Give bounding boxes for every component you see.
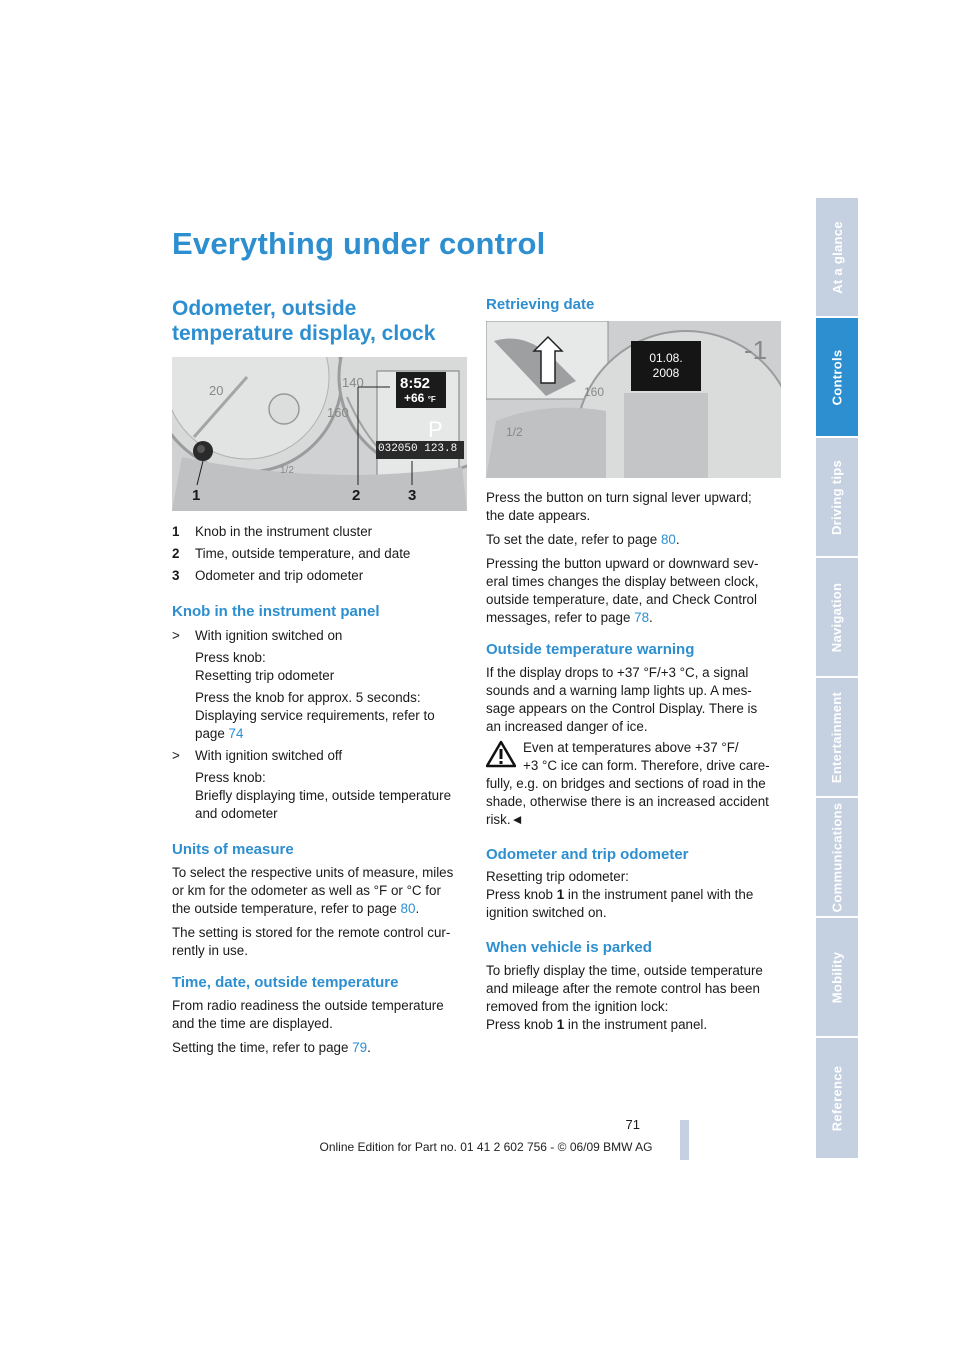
instrument-cluster-figure (172, 357, 467, 511)
date-display-figure (486, 321, 781, 478)
tab-mobility[interactable]: Mobility (816, 918, 858, 1038)
page-link-79[interactable]: 79 (352, 1040, 368, 1055)
page-link-80[interactable]: 80 (660, 532, 676, 547)
tab-communications[interactable]: Communications (816, 798, 858, 918)
section-title-line2: temperature display, clock (172, 322, 436, 345)
svg-text:1/2: 1/2 (506, 425, 523, 439)
display-temp-value: +66 (404, 391, 425, 405)
list-item: > With ignition switched on Press knob: Resetting trip odometer Press the knob for approx. 5 seconds: Displaying service requirements, refer to page 74 (172, 628, 435, 741)
date-text: Press the button on turn signal lever upward; the date appears. To set the date, refer to page 80. Pressing the button upward or downward sev- eral times changes the display between clock, outside temperature, date, and Check Control messages, refer to page 78. (486, 490, 759, 625)
warning-text: If the display drops to +37 °F/+3 °C, a signal sounds and a warning lamp lights up. A mes- sage appears on the Control Display. There is an increased danger of ice. (486, 665, 758, 734)
chapter-sidebar (816, 198, 858, 1160)
svg-text:140: 140 (342, 375, 364, 390)
figure-legend (172, 523, 472, 589)
date-heading: Retrieving date (486, 296, 595, 313)
trip-value: 123.8 (424, 443, 458, 455)
svg-text:1/2: 1/2 (280, 465, 294, 476)
svg-text:-1: -1 (744, 335, 768, 365)
page-link-80[interactable]: 80 (400, 901, 416, 916)
time-heading: Time, date, outside temperature (172, 974, 399, 991)
svg-text:160: 160 (327, 405, 349, 420)
tab-driving-tips[interactable]: Driving tips (816, 438, 858, 558)
tab-navigation[interactable]: Navigation (816, 558, 858, 678)
tab-at-a-glance[interactable]: At a glance (816, 198, 858, 318)
units-heading: Units of measure (172, 841, 294, 858)
page-link-78[interactable]: 78 (634, 610, 650, 625)
section-title (172, 296, 435, 346)
list-item: > With ignition switched off Press knob: Briefly displaying time, outside temperature and odometer (172, 748, 452, 821)
knob-heading: Knob in the instrument panel (172, 603, 380, 620)
units-text: To select the respective units of measure, miles or km for the odometer as well as °F or °C for the outside temperature, refer to page 80. The setting is stored for the remote control cur- rently in use. (172, 865, 454, 958)
knob-list (172, 627, 472, 823)
odometer-readout (378, 443, 457, 455)
callout-1: 1 (192, 487, 201, 504)
tab-entertainment[interactable]: Entertainment (816, 678, 858, 798)
date-readout: 01.08. 2008 (649, 351, 683, 380)
page-title: Everything under control (172, 226, 546, 261)
caution-text: Even at temperatures above +37 °F/ +3 °C ice can form. Therefore, drive care- fully, e.g. on bridges and sections of road in the shade, otherwise there is an increased accident risk.◄ (486, 740, 770, 827)
svg-text:20: 20 (209, 383, 224, 398)
display-time: 8:52 (400, 375, 431, 392)
tab-reference[interactable]: Reference (816, 1038, 858, 1158)
odometer-value: 032050 (378, 443, 418, 455)
section-title-line1: Odometer, outside (172, 297, 357, 320)
parked-text: To briefly display the time, outside temperature and mileage after the remote control has been removed from the ignition lock: Press knob 1 in the instrument panel. (486, 963, 763, 1032)
callout-2: 2 (352, 487, 361, 504)
odometer-heading: Odometer and trip odometer (486, 846, 689, 863)
odometer-text: Resetting trip odometer: Press knob 1 in the instrument panel with the ignition switched on. (486, 869, 754, 920)
legend-item: 3 Odometer and trip odometer (172, 568, 364, 583)
page-number: 71 (625, 1117, 640, 1132)
time-text: From radio readiness the outside temperature and the time are displayed. Setting the time, refer to page 79. (172, 998, 444, 1055)
svg-text:P: P (428, 417, 443, 442)
display-temperature (404, 391, 436, 405)
parked-heading: When vehicle is parked (486, 939, 652, 956)
footer-bar (680, 1120, 689, 1160)
page-link-74[interactable]: 74 (228, 726, 244, 741)
callout-3: 3 (408, 487, 417, 504)
legend-item: 1 Knob in the instrument cluster (172, 524, 373, 539)
legend-item: 2 Time, outside temperature, and date (172, 546, 411, 561)
tab-controls[interactable]: Controls (816, 318, 858, 438)
svg-text:160: 160 (584, 385, 605, 399)
footer-text: Online Edition for Part no. 01 41 2 602 756 - © 06/09 BMW AG (319, 1140, 653, 1154)
display-temp-unit: °F (427, 395, 436, 404)
warning-heading: Outside temperature warning (486, 641, 695, 658)
